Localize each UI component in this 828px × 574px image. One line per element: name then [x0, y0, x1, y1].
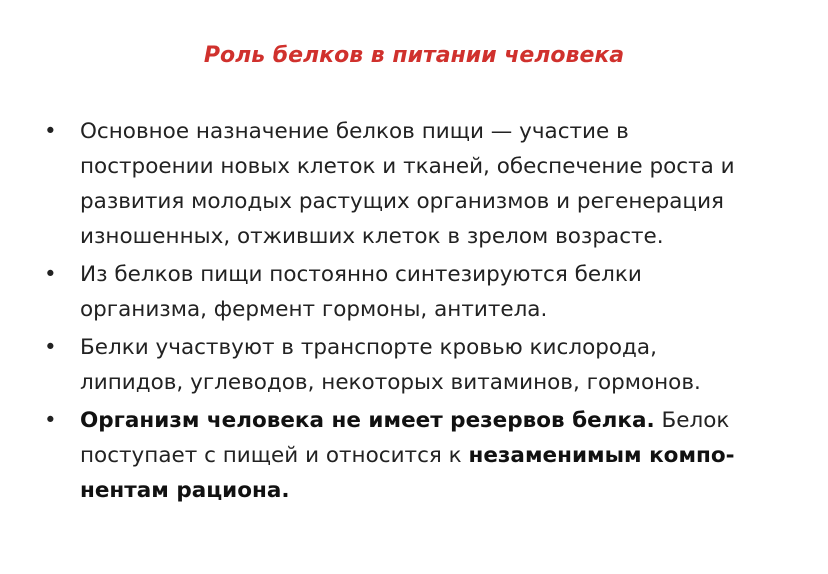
bold-text: нентам рациона. — [80, 478, 290, 503]
list-item — [40, 114, 790, 254]
list-item-line — [80, 473, 790, 508]
list-item-line: построении новых клеток и тканей, обеспечение роста и — [80, 154, 735, 179]
list-item-line — [80, 403, 790, 438]
bullet-icon: • — [44, 119, 57, 144]
bullet-icon: • — [44, 262, 57, 287]
list-item — [40, 330, 790, 400]
list-item-line: развития молодых растущих организмов и регенерация — [80, 189, 724, 214]
bold-text: незаменимым компо- — [468, 443, 735, 468]
slide-title: Роль белков в питании человека — [203, 43, 625, 68]
list-item-line: Основное назначение белков пищи — участие в — [80, 119, 629, 144]
bullet-icon: • — [44, 408, 57, 433]
list-item-line: Из белков пищи постоянно синтезируются белки — [80, 262, 642, 287]
bullet-icon: • — [44, 335, 57, 360]
plain-text: Белок — [654, 408, 730, 433]
list-item-line: липидов, углеводов, некоторых витаминов, гормонов. — [80, 370, 701, 395]
list-item — [40, 257, 790, 327]
list-item — [40, 403, 790, 508]
bold-text: Организм человека не имеет резервов белка. — [80, 408, 655, 433]
list-item-line: Белки участвуют в транспорте кровью кислорода, — [80, 335, 657, 360]
bullet-list — [40, 114, 790, 511]
list-item-line — [80, 438, 790, 473]
plain-text: поступает с пищей и относится к — [80, 443, 469, 468]
list-item-line: изношенных, отживших клеток в зрелом возрасте. — [80, 224, 664, 249]
list-item-line: организма, фермент гормоны, антитела. — [80, 297, 548, 322]
